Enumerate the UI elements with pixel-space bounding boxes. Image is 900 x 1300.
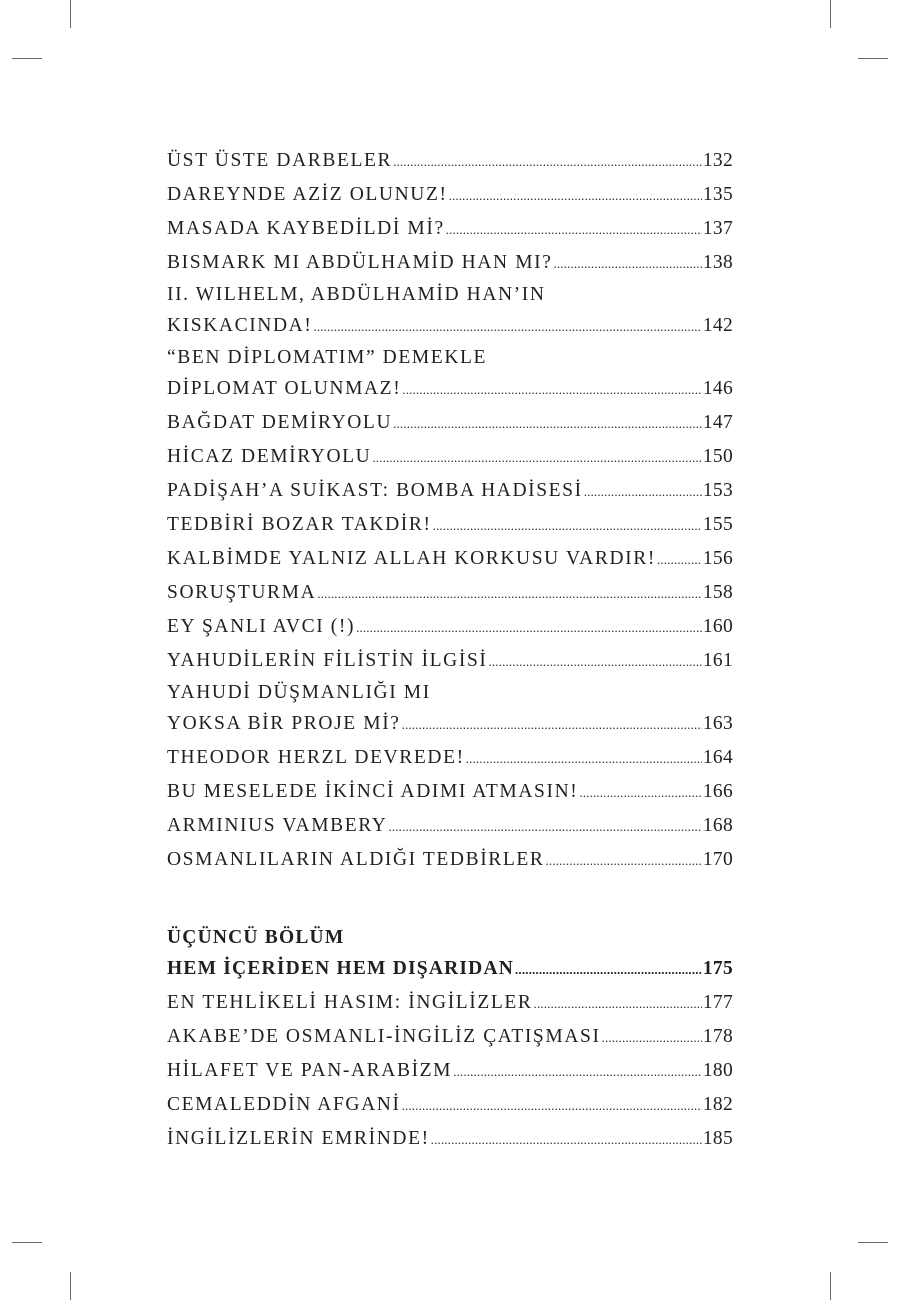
toc-entry-title: EN TEHLİKELİ HASIM: İNGİLİZLER bbox=[167, 992, 533, 1013]
toc-entry bbox=[167, 644, 733, 678]
toc-entry-title: AKABE’DE OSMANLI-İNGİLİZ ÇATIŞMASI bbox=[167, 1026, 601, 1047]
crop-mark-bottom-right bbox=[830, 1272, 831, 1300]
crop-mark-top-right bbox=[830, 0, 831, 28]
dot-leader bbox=[534, 987, 702, 1021]
toc-entry-page: 170 bbox=[702, 849, 733, 870]
section-label: ÜÇÜNCÜ BÖLÜM bbox=[167, 927, 345, 948]
dot-leader bbox=[546, 844, 702, 878]
toc-entry-page: 153 bbox=[702, 480, 733, 501]
dot-leader bbox=[466, 742, 702, 776]
toc-entry-title: MASADA KAYBEDİLDİ Mİ? bbox=[167, 218, 445, 239]
toc-entry-page: 132 bbox=[702, 150, 733, 171]
toc-entry-title: İNGİLİZLERİN EMRİNDE! bbox=[167, 1128, 430, 1149]
toc-entry bbox=[167, 809, 733, 843]
dot-leader bbox=[388, 810, 701, 844]
toc-entry-title: YOKSA BİR PROJE Mİ? bbox=[167, 713, 401, 734]
toc-entry bbox=[167, 1122, 733, 1156]
toc-entry-title-line1: YAHUDİ DÜŞMANLIĞI MI bbox=[167, 682, 431, 703]
toc-entry bbox=[167, 843, 733, 877]
toc-entry-page: 168 bbox=[702, 815, 733, 836]
dot-leader bbox=[393, 145, 702, 179]
toc-entry-title: CEMALEDDİN AFGANİ bbox=[167, 1094, 401, 1115]
toc-entry bbox=[167, 144, 733, 178]
dot-leader bbox=[446, 213, 702, 247]
toc-entry-page: 147 bbox=[702, 412, 733, 433]
section-title-entry bbox=[167, 952, 733, 986]
dot-leader bbox=[402, 708, 702, 742]
dot-leader bbox=[554, 247, 702, 281]
toc-entry bbox=[167, 474, 733, 508]
toc-entry-page: 182 bbox=[702, 1094, 733, 1115]
toc-entry-title: THEODOR HERZL DEVREDE! bbox=[167, 747, 465, 768]
dot-leader bbox=[393, 407, 702, 441]
dot-leader bbox=[317, 577, 702, 611]
dot-leader bbox=[602, 1021, 702, 1055]
toc-entry bbox=[167, 212, 733, 246]
toc-entry bbox=[167, 440, 733, 474]
toc-entries-section3 bbox=[167, 986, 733, 1156]
dot-leader bbox=[402, 1089, 702, 1123]
toc-entry-title: KISKACINDA! bbox=[167, 315, 313, 336]
toc-entries-part1 bbox=[167, 144, 733, 877]
toc-entry bbox=[167, 1020, 733, 1054]
toc-entry-page: 164 bbox=[702, 747, 733, 768]
toc-entry-page: 160 bbox=[702, 616, 733, 637]
toc-entry-title: PADİŞAH’A SUİKAST: BOMBA HADİSESİ bbox=[167, 480, 583, 501]
toc-entry-page: 135 bbox=[702, 184, 733, 205]
toc-entry-title: DİPLOMAT OLUNMAZ! bbox=[167, 378, 402, 399]
table-of-contents bbox=[167, 144, 733, 1156]
dot-leader bbox=[449, 179, 702, 213]
dot-leader bbox=[584, 475, 702, 509]
toc-entry bbox=[167, 1088, 733, 1122]
toc-entry-page: 138 bbox=[702, 252, 733, 273]
toc-entry-page: 175 bbox=[702, 958, 733, 979]
toc-entry bbox=[167, 406, 733, 440]
dot-leader bbox=[515, 953, 702, 987]
toc-entry bbox=[167, 343, 733, 406]
toc-entry bbox=[167, 542, 733, 576]
crop-mark-top-left bbox=[70, 0, 71, 28]
toc-entry-title: HİLAFET VE PAN-ARABİZM bbox=[167, 1060, 453, 1081]
toc-entry bbox=[167, 1054, 733, 1088]
dot-leader bbox=[433, 509, 702, 543]
toc-entry-title: BISMARK MI ABDÜLHAMİD HAN MI? bbox=[167, 252, 553, 273]
crop-mark-left-top bbox=[12, 58, 42, 59]
toc-entry-page: 180 bbox=[702, 1060, 733, 1081]
toc-entry-page: 185 bbox=[702, 1128, 733, 1149]
crop-mark-bottom-left bbox=[70, 1272, 71, 1300]
toc-entry-title: HEM İÇERİDEN HEM DIŞARIDAN bbox=[167, 958, 515, 979]
dot-leader bbox=[402, 373, 702, 407]
toc-entry-title-line1: II. WILHELM, ABDÜLHAMİD HAN’IN bbox=[167, 284, 546, 305]
toc-entry-title: BAĞDAT DEMİRYOLU bbox=[167, 412, 393, 433]
toc-entry bbox=[167, 775, 733, 809]
toc-entry-page: 137 bbox=[702, 218, 733, 239]
toc-entry-title-line1: “BEN DİPLOMATIM” DEMEKLE bbox=[167, 347, 488, 368]
toc-entry-page: 156 bbox=[702, 548, 733, 569]
crop-mark-right-bottom bbox=[858, 1242, 888, 1243]
toc-entry-title: BU MESELEDE İKİNCİ ADIMI ATMASIN! bbox=[167, 781, 579, 802]
toc-entry-page: 142 bbox=[702, 315, 733, 336]
toc-entry bbox=[167, 178, 733, 212]
toc-entry bbox=[167, 986, 733, 1020]
dot-leader bbox=[313, 310, 701, 344]
toc-entry-page: 158 bbox=[702, 582, 733, 603]
toc-entry bbox=[167, 246, 733, 280]
toc-entry-page: 155 bbox=[702, 514, 733, 535]
dot-leader bbox=[356, 611, 702, 645]
toc-entry bbox=[167, 576, 733, 610]
toc-entry bbox=[167, 508, 733, 542]
dot-leader bbox=[372, 441, 701, 475]
toc-entry-title: ARMINIUS VAMBERY bbox=[167, 815, 388, 836]
toc-entry-title: TEDBİRİ BOZAR TAKDİR! bbox=[167, 514, 432, 535]
toc-entry-title: YAHUDİLERİN FİLİSTİN İLGİSİ bbox=[167, 650, 488, 671]
toc-entry-line2 bbox=[167, 707, 733, 741]
dot-leader bbox=[453, 1055, 702, 1089]
toc-entry-title: ÜST ÜSTE DARBELER bbox=[167, 150, 393, 171]
toc-entry-title: DAREYNDE AZİZ OLUNUZ! bbox=[167, 184, 448, 205]
dot-leader bbox=[489, 645, 702, 679]
toc-entry-line2 bbox=[167, 309, 733, 343]
toc-entry-page: 161 bbox=[702, 650, 733, 671]
toc-entry-page: 163 bbox=[702, 713, 733, 734]
dot-leader bbox=[431, 1123, 702, 1157]
toc-entry-page: 178 bbox=[702, 1026, 733, 1047]
toc-entry bbox=[167, 678, 733, 741]
toc-entry-page: 177 bbox=[702, 992, 733, 1013]
toc-entry bbox=[167, 610, 733, 644]
toc-entry-line2 bbox=[167, 372, 733, 406]
section-gap bbox=[167, 877, 733, 923]
crop-mark-left-bottom bbox=[12, 1242, 42, 1243]
toc-entry-page: 166 bbox=[702, 781, 733, 802]
toc-entry-title: EY ŞANLI AVCI (!) bbox=[167, 616, 356, 637]
crop-mark-right-top bbox=[858, 58, 888, 59]
toc-entry-title: KALBİMDE YALNIZ ALLAH KORKUSU VARDIR! bbox=[167, 548, 656, 569]
dot-leader bbox=[657, 543, 702, 577]
toc-entry-title: HİCAZ DEMİRYOLU bbox=[167, 446, 372, 467]
toc-entry bbox=[167, 741, 733, 775]
dot-leader bbox=[579, 776, 701, 810]
toc-entry-page: 146 bbox=[702, 378, 733, 399]
toc-entry-page: 150 bbox=[702, 446, 733, 467]
toc-entry bbox=[167, 280, 733, 343]
toc-entry-title: SORUŞTURMA bbox=[167, 582, 317, 603]
toc-entry-title: OSMANLILARIN ALDIĞI TEDBİRLER bbox=[167, 849, 545, 870]
